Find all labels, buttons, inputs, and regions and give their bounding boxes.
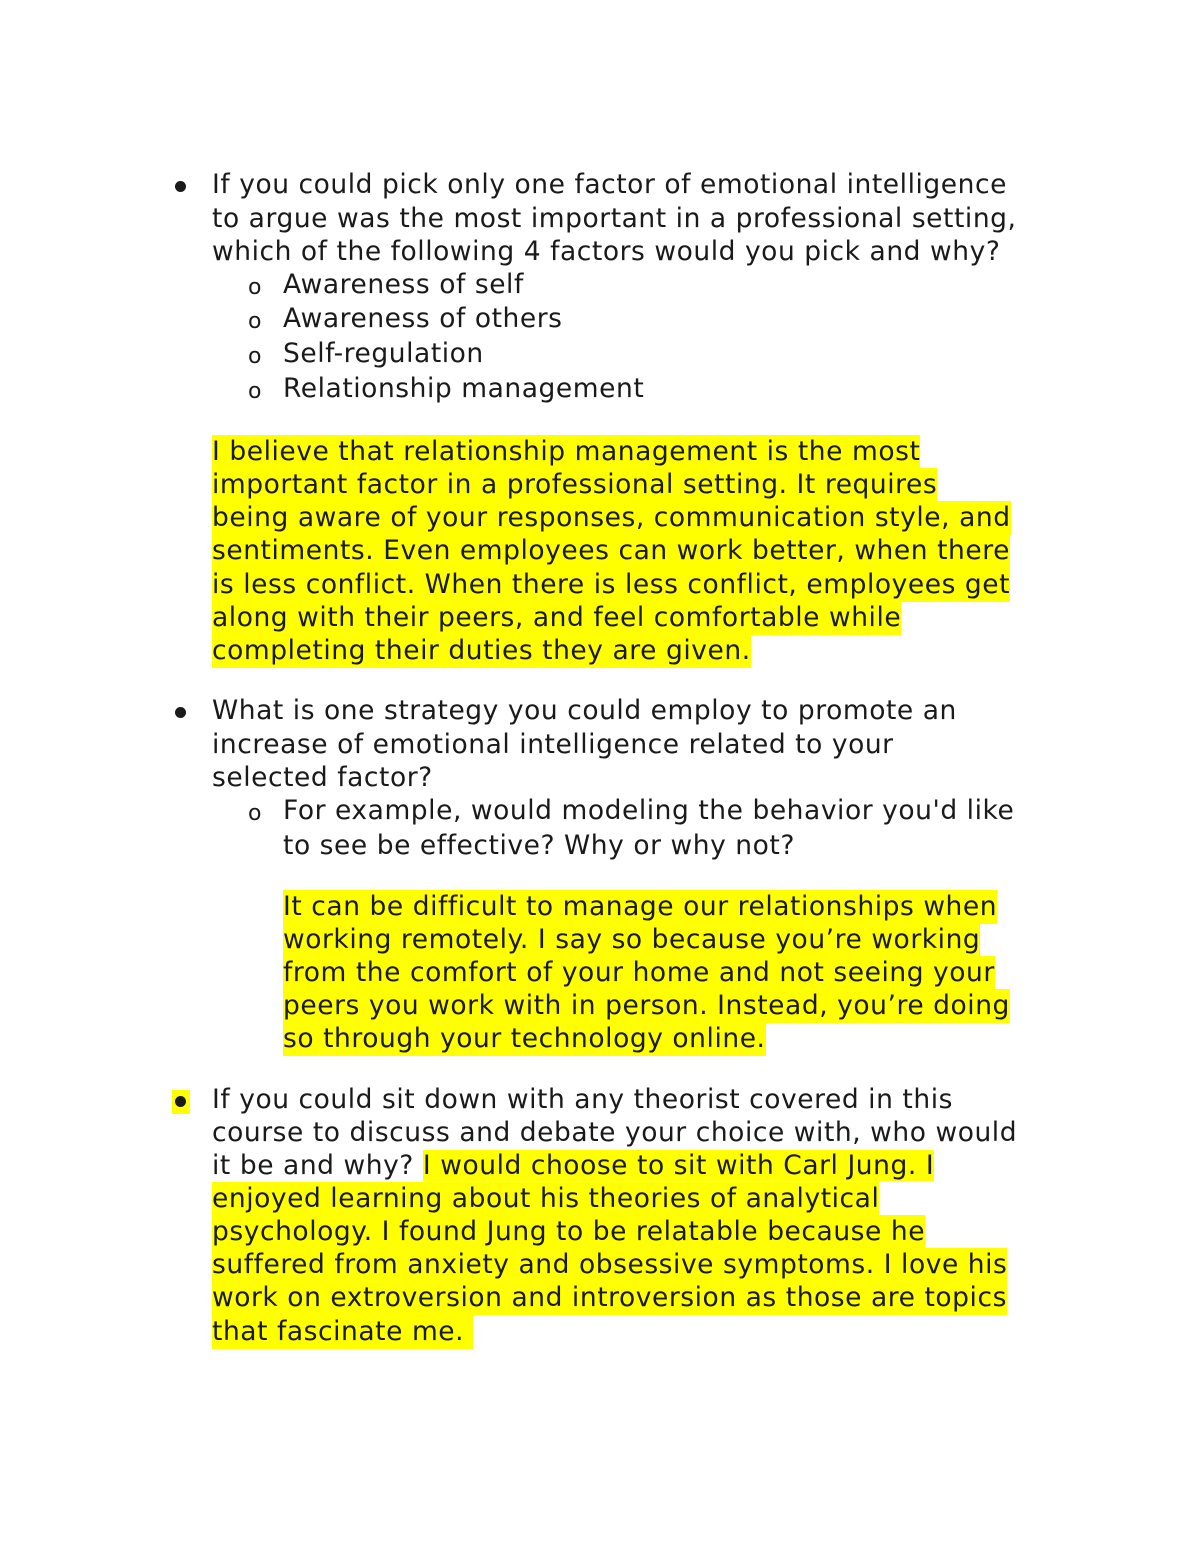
q2-answer-line-4: peers you work with in person. Instead, you’re doing <box>283 990 1010 1021</box>
q2-line-1: What is one strategy you could employ to promote an <box>212 695 957 726</box>
bullet-2 <box>175 707 186 718</box>
q1-answer-line-5: is less conflict. When there is less conflict, employees get <box>212 569 1011 600</box>
q3-line-3 <box>212 1149 934 1183</box>
q1-line-1: If you could pick only one factor of emotional intelligence <box>212 169 1007 200</box>
q1-option-4: Relationship management <box>283 373 645 404</box>
q1-line-3: which of the following 4 factors would you pick and why? <box>212 236 1001 267</box>
q1-option-3: Self-regulation <box>283 338 484 369</box>
q3-answer-line-4: work on extroversion and introversion as those are topics <box>212 1282 1007 1313</box>
q1-option-marker-4: o <box>248 379 262 404</box>
q1-line-2: to argue was the most important in a professional setting, <box>212 203 1017 234</box>
q2-sub-marker: o <box>248 801 262 826</box>
q1-option-marker-2: o <box>248 309 262 334</box>
q2-line-2: increase of emotional intelligence related to your <box>212 729 894 760</box>
q3-line-1: If you could sit down with any theorist covered in this <box>212 1084 953 1115</box>
q2-line-3: selected factor? <box>212 762 433 793</box>
bullet-1 <box>175 181 186 192</box>
q2-answer-line-3: from the comfort of your home and not seeing your <box>283 957 995 988</box>
q3-answer-line-2: psychology. I found Jung to be relatable because he <box>212 1216 926 1247</box>
q1-answer-line-7: completing their duties they are given. <box>212 635 751 666</box>
bullet-3 <box>175 1096 186 1107</box>
q1-answer-line-2: important factor in a professional setting. It requires <box>212 469 938 500</box>
q1-option-1: Awareness of self <box>283 269 524 300</box>
q1-answer-line-3: being aware of your responses, communication style, and <box>212 502 1011 533</box>
q2-sub-line-2: to see be effective? Why or why not? <box>283 830 795 861</box>
q1-answer-line-1: I believe that relationship management is the most <box>212 436 921 467</box>
q1-option-2: Awareness of others <box>283 303 563 334</box>
q3-line-3-highlight: I would choose to sit with Carl Jung. I <box>422 1150 935 1181</box>
q1-answer-line-4: sentiments. Even employees can work better, when there <box>212 535 1010 566</box>
q2-answer-line-2: working remotely. I say so because you’re working <box>283 924 981 955</box>
q2-sub-line-1: For example, would modeling the behavior you'd like <box>283 795 1015 826</box>
q2-answer-line-1: It can be difficult to manage our relationships when <box>283 891 998 922</box>
q2-answer-line-5: so through your technology online. <box>283 1023 766 1054</box>
q3-answer-line-1: enjoyed learning about his theories of analytical <box>212 1183 880 1214</box>
q3-line-3-plain: it be and why? <box>212 1150 423 1181</box>
q3-answer-line-3: suffered from anxiety and obsessive symptoms. I love his <box>212 1249 1008 1280</box>
q3-line-2: course to discuss and debate your choice with, who would <box>212 1117 1018 1148</box>
q1-option-marker-3: o <box>248 344 262 369</box>
q1-answer-line-6: along with their peers, and feel comfortable while <box>212 602 902 633</box>
q1-option-marker-1: o <box>248 275 262 300</box>
q3-answer-line-5: that fascinate me. <box>212 1316 474 1347</box>
